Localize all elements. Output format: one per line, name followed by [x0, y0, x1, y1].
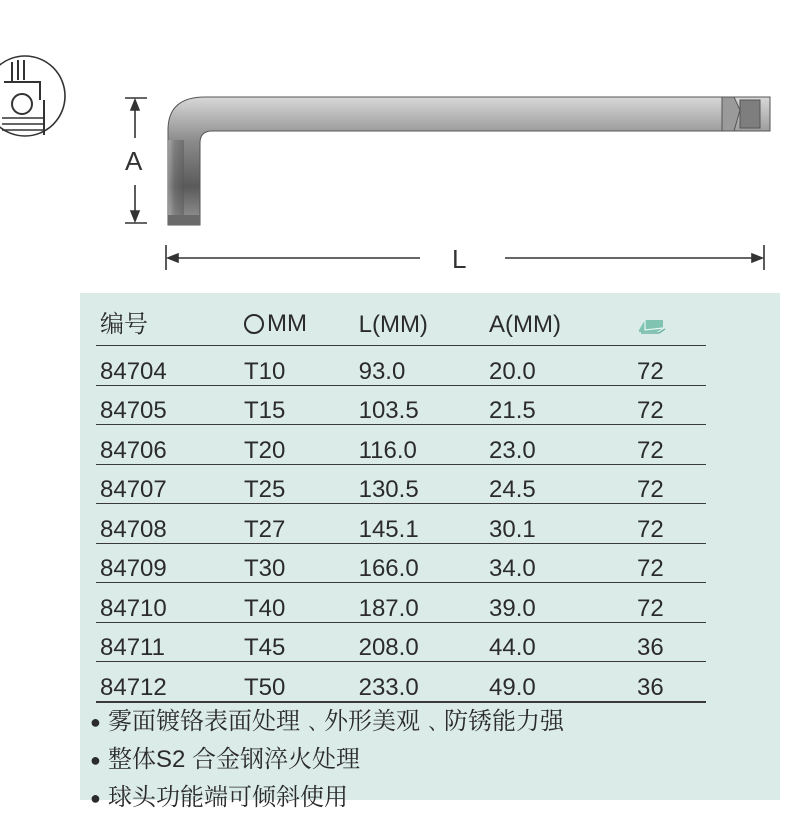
dimension-l-label: L	[452, 244, 467, 274]
ball-end-wrench-icon	[0, 56, 65, 136]
table-row	[96, 622, 706, 662]
cell-size: T27	[243, 515, 286, 543]
cell-code: 84710	[100, 594, 167, 622]
table-row	[96, 662, 706, 702]
table-row	[96, 504, 706, 544]
table-row	[96, 464, 706, 504]
cell-a: 34.0	[489, 555, 536, 582]
cell-quantity: 72	[637, 555, 664, 582]
cell-code: 84712	[100, 673, 167, 701]
cell-quantity: 72	[637, 436, 664, 464]
cell-size: T15	[243, 397, 286, 424]
wrench-diagram	[0, 0, 800, 290]
cell-quantity: 72	[637, 476, 664, 503]
list-item	[90, 703, 564, 741]
table-row	[96, 385, 706, 425]
cell-size: T50	[243, 673, 286, 701]
cell-quantity: 72	[637, 357, 664, 385]
dimension-a-label: A	[125, 146, 143, 176]
circle-icon	[244, 314, 264, 334]
header-length: L(MM)	[358, 311, 428, 338]
bullet-icon: ●	[90, 712, 101, 732]
cell-a: 24.5	[489, 476, 536, 503]
cell-size: T40	[243, 594, 286, 622]
cell-a: 44.0	[489, 634, 536, 661]
table-header-row	[96, 305, 706, 346]
table-row	[96, 425, 706, 465]
cell-length: 145.1	[358, 515, 419, 543]
torx-wrench-shape	[168, 97, 770, 225]
cell-code: 84707	[100, 476, 167, 503]
cell-quantity: 72	[637, 515, 664, 543]
list-item	[90, 741, 564, 779]
feature-text: 雾面镀铬表面处理﹑外形美观﹑防锈能力强	[108, 708, 564, 735]
cell-length: 233.0	[358, 673, 419, 701]
cell-quantity: 36	[637, 634, 664, 661]
cell-size: T20	[243, 436, 286, 464]
cell-size: T30	[243, 555, 286, 582]
cell-quantity: 36	[637, 673, 664, 701]
header-quantity	[637, 305, 706, 346]
cell-a: 30.1	[489, 515, 536, 543]
cell-length: 93.0	[358, 357, 406, 385]
bullet-icon: ●	[90, 788, 101, 808]
cell-length: 208.0	[358, 634, 419, 661]
cell-length: 103.5	[358, 397, 419, 424]
cell-a: 20.0	[489, 357, 536, 385]
cell-quantity: 72	[637, 397, 664, 424]
table-row	[96, 583, 706, 623]
cell-a: 23.0	[489, 436, 536, 464]
cell-a: 21.5	[489, 397, 536, 424]
header-a: A(MM)	[489, 311, 561, 338]
cell-quantity: 72	[637, 594, 664, 622]
cell-code: 84705	[100, 397, 167, 424]
cell-length: 116.0	[358, 436, 417, 464]
cell-size: T10	[243, 357, 286, 385]
spec-panel	[80, 293, 780, 811]
spec-table	[96, 305, 706, 703]
header-code: 编号	[100, 311, 148, 338]
header-size	[244, 305, 359, 346]
cell-code: 84704	[100, 357, 167, 385]
bullet-icon: ●	[90, 750, 101, 770]
cell-code: 84711	[100, 634, 165, 661]
header-size-label: MM	[266, 309, 307, 337]
cell-code: 84709	[100, 555, 167, 582]
cell-a: 49.0	[489, 673, 536, 701]
cell-code: 84706	[100, 436, 167, 464]
wrench-illustration	[0, 0, 800, 290]
list-item	[90, 779, 564, 817]
cell-size: T25	[243, 476, 286, 503]
cell-size: T45	[243, 634, 286, 661]
feature-text: 球头功能端可倾斜使用	[108, 784, 348, 811]
cell-a: 39.0	[489, 594, 536, 622]
cell-length: 187.0	[358, 594, 419, 622]
cell-code: 84708	[100, 515, 167, 543]
cell-length: 130.5	[358, 476, 419, 503]
table-row	[96, 346, 706, 386]
package-icon	[637, 316, 667, 336]
cell-length: 166.0	[358, 555, 419, 582]
table-row	[96, 543, 706, 583]
feature-text: 整体S2 合金钢淬火处理	[108, 746, 361, 773]
